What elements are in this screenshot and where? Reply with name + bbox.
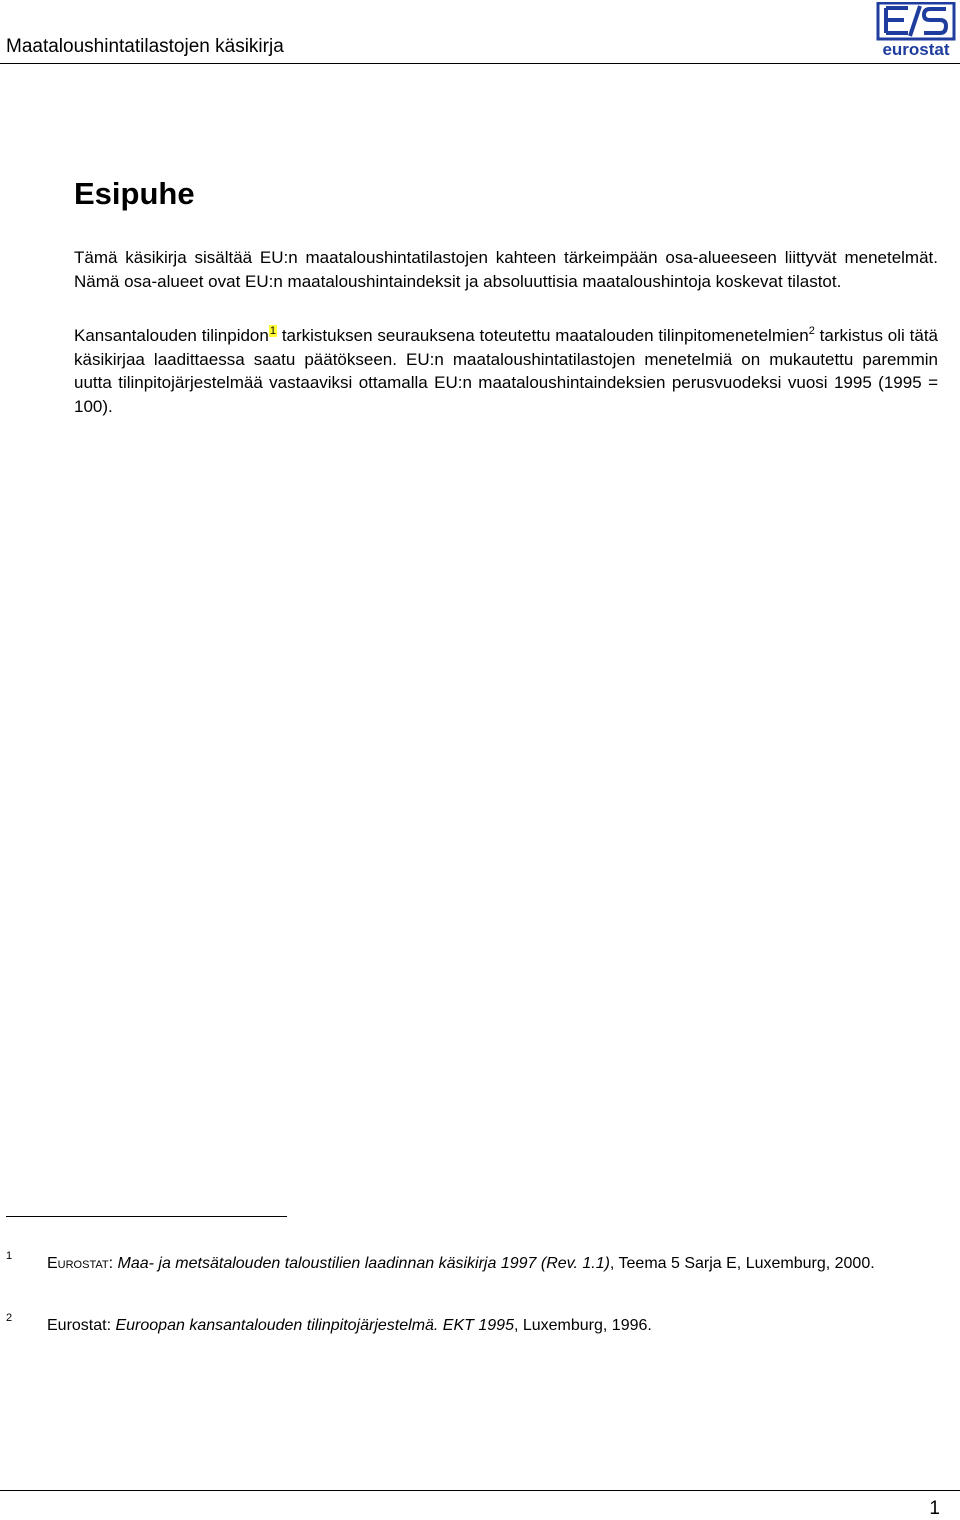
- page-number: 1: [929, 1498, 940, 1519]
- footnote-divider: [6, 1216, 287, 1217]
- paragraph-revision: [74, 324, 938, 418]
- footnote-1: [6, 1252, 940, 1276]
- footnote-ref-1[interactable]: 1: [269, 325, 276, 337]
- paragraph-revision-part3: tarkistus oli tätä käsikirjaa laadittaessa saatu päätökseen. EU:n maataloushintatilastojen menetelmiä on mukautettu paremmin uutta tilinpitojärjestelmää vastaaviksi ottamalla EU:n maataloushintaindeksien perusvuodeksi vuosi 1995 (1995 = 100).: [74, 326, 939, 416]
- footnote-ref-2[interactable]: 2: [808, 325, 815, 337]
- footnote-1-body: [47, 1252, 940, 1276]
- footer-divider: [0, 1490, 960, 1491]
- footnote-1-colon: :: [108, 1255, 118, 1272]
- eurostat-logo-text: eurostat: [882, 40, 950, 59]
- paragraph-revision-part1: Kansantalouden tilinpidon: [74, 326, 269, 345]
- running-header-title: Maataloushintatilastojen käsikirja: [6, 36, 284, 57]
- footnote-2-rest: , Luxemburg, 1996.: [513, 1317, 652, 1334]
- paragraph-revision-part2: tarkistuksen seurauksena toteutettu maatalouden tilinpitomenetelmien: [276, 326, 809, 345]
- eurostat-logo-mark: [876, 2, 956, 42]
- footnote-1-title: Maa- ja metsätalouden taloustilien laadinnan käsikirja 1997 (Rev. 1.1): [117, 1255, 610, 1272]
- page-title: Esipuhe: [74, 176, 195, 211]
- footnote-2-title: Euroopan kansantalouden tilinpitojärjestelmä. EKT 1995: [115, 1317, 514, 1334]
- paragraph-intro: Tämä käsikirja sisältää EU:n maataloushintatilastojen kahteen tärkeimpään osa-alueeseen liittyvät menetelmät. Nämä osa-alueet ovat EU:n maataloushintaindeksit ja absoluuttisia maataloushintoja koskevat tilastot.: [74, 248, 938, 291]
- footnote-2-body: [47, 1314, 940, 1338]
- footnote-1-number: 1: [6, 1250, 13, 1262]
- footnote-2: [6, 1314, 940, 1338]
- eurostat-logo: [876, 2, 956, 60]
- footnote-1-source: Eurostat: [47, 1255, 109, 1272]
- footnote-1-rest: , Teema 5 Sarja E, Luxemburg, 2000.: [609, 1255, 875, 1272]
- header-divider: [0, 63, 960, 64]
- footnote-2-number: 2: [6, 1312, 13, 1324]
- footnote-2-source: Eurostat:: [47, 1317, 116, 1334]
